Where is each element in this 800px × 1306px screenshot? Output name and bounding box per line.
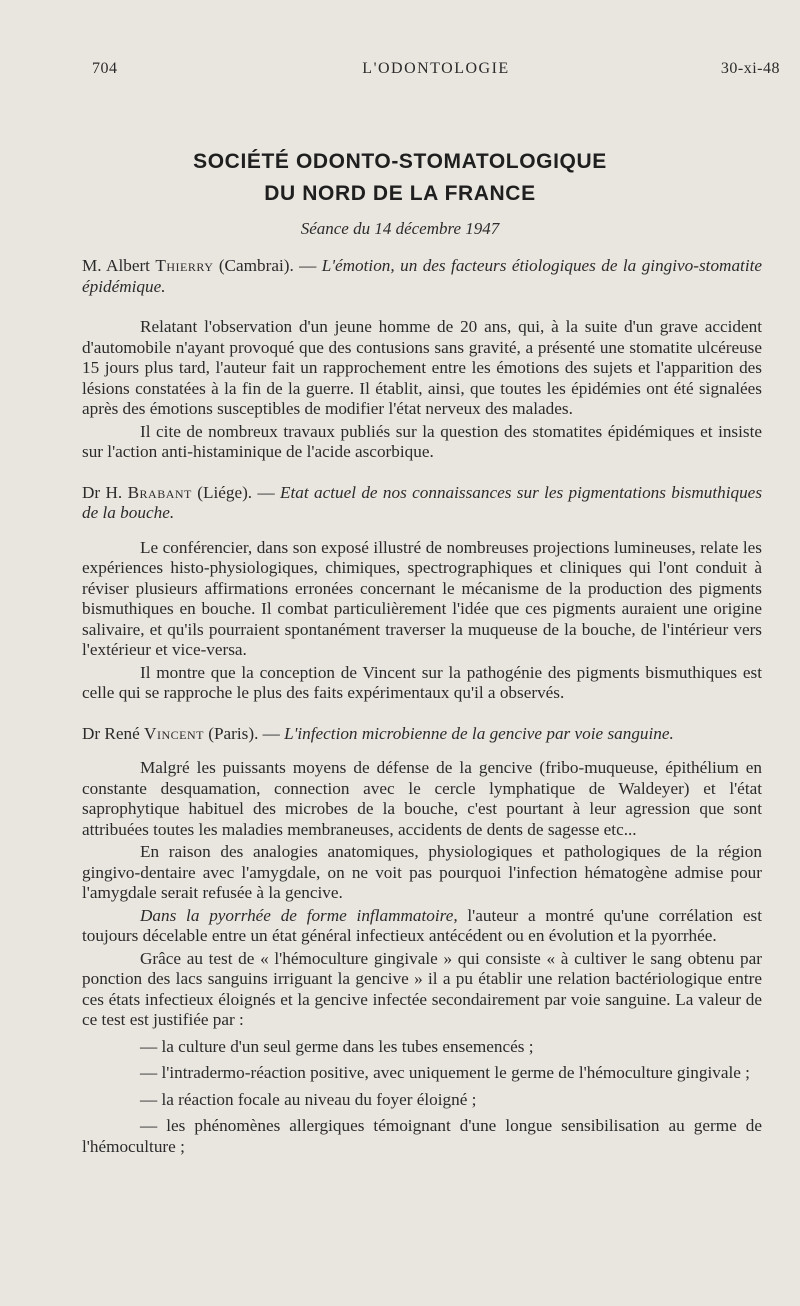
paragraph-2: Il cite de nombreux travaux publiés sur la question des stomatites épidémiques et insiste sur l'action anti-histaminique de l'acide ascorbique. [82,421,762,461]
entry-work: Etat actuel de nos connaissances sur les pigmentations bismuthiques de la bouche. [82,482,763,522]
page-number: 704 [92,60,118,77]
entry-author: Brabant [127,482,192,502]
article-body [82,256,762,1157]
paragraph-5: Malgré les puissants moyens de défense de la gencive (fribo-muqueuse, épithélium en constante desquamation, connection avec le cercle lymphatique de Waldeyer) et l'état saprophytique habituel des microbes de la bouche, c'est pourtant à leur agression que sont attribuées toutes les maladies membraneuses, accidents de dents de sagesse etc... [82,758,762,839]
paragraph-1: Relatant l'observation d'un jeune homme de 20 ans, qui, à la suite d'un grave accident d'automobile n'ayant provoqué que des contusions sans gravité, a présenté une stomatite ulcéreuse 15 jours plus tard, l'auteur fait un rapprochement entre les émotions des sujets et l'apparition des lésions constatées à la fin de la guerre. Il établit, ainsi, que toutes les épidémies ont été signalées après des émotions susceptibles de modifier l'état nerveux des malades. [82,317,762,418]
journal-title: L'ODONTOLOGIE [362,60,510,77]
entry-prefix: Dr H. [82,482,123,502]
list-item: — l'intradermo-réaction positive, avec uniquement le germe de l'hémoculture gingivale ; [140,1063,750,1082]
list-item: — les phénomènes allergiques témoignant d'une longue sensibilisation au germe de l'hémoculture ; [82,1116,762,1156]
entry-brabant [82,483,762,524]
paragraph-8: Grâce au test de « l'hémoculture gingivale » qui consiste « à cultiver le sang obtenu par ponction des lacs sanguins irriguant la gencive » il a pu établir une relation bactériologique entre ces états infectieux éloignés et la gencive infectée secondairement par voie sanguine. La valeur de ce test est justifiée par : [82,948,762,1029]
entry-place: (Liége). — [197,482,280,502]
paragraph-4: Il montre que la conception de Vincent sur la pathogénie des pigments bismuthiques est celle qui se rapproche le plus des faits expérimentaux qu'il a observés. [82,662,762,702]
paragraph-7 [82,906,762,947]
list-item: — la culture d'un seul germe dans les tubes ensemencés ; [140,1036,534,1056]
article-title [0,146,800,210]
entry-thierry [82,256,762,297]
entry-author: Thierry [155,256,214,275]
entry-prefix: M. Albert [82,256,150,275]
paragraph-6: En raison des analogies anatomiques, physiologiques et pathologiques de la région gingivo-dentaire avec l'amygdale, on ne voit pas pourquoi l'infection hématogène admise pour l'amygdale serait refusée à la gencive. [82,842,762,902]
entry-work: L'infection microbienne de la gencive par voie sanguine. [284,723,674,743]
entry-author: Vincent [144,723,204,743]
paragraph-7-rest: l'auteur a montré qu'une corrélation est toujours décelable entre un état général infectieux antécédent ou en évolution et la pyorrhée. [82,905,763,945]
entry-place: (Paris). — [208,723,285,743]
title-line-1: SOCIÉTÉ ODONTO-STOMATOLOGIQUE [193,150,607,173]
title-line-2: DU NORD DE LA FRANCE [264,182,536,205]
running-head [92,60,780,82]
issue-date: 30-xi-48 [720,60,780,77]
entry-vincent [82,724,762,745]
entry-place: (Cambrai). — [218,256,322,275]
session-date [0,219,800,239]
entry-prefix: Dr René [82,723,140,743]
entry-work: L'émotion, un des facteurs étiologiques de la gingivo-stomatite épidémique. [82,256,762,296]
session-text: Séance du 14 décembre 1947 [300,219,500,238]
paragraph-3: Le conférencier, dans son exposé illustré de nombreuses projections lumineuses, relate les expériences histo-physiologiques, chimiques, spectrographiques et cliniques qui l'ont conduit à réviser plusieurs affirmations erronées concernant le mécanisme de la production des pigments bismuthiques en bouche. Il combat particulièrement l'idée que ces pigments auraient une origine salivaire, et qu'ils pourraient spontanément traverser la muqueuse de la bouche, de l'intérieur vers l'extérieur et vice-versa. [82,537,762,659]
paragraph-7-italic: Dans la pyorrhée de forme inflammatoire, [140,905,458,925]
list-item: — la réaction focale au niveau du foyer éloigné ; [140,1089,477,1109]
